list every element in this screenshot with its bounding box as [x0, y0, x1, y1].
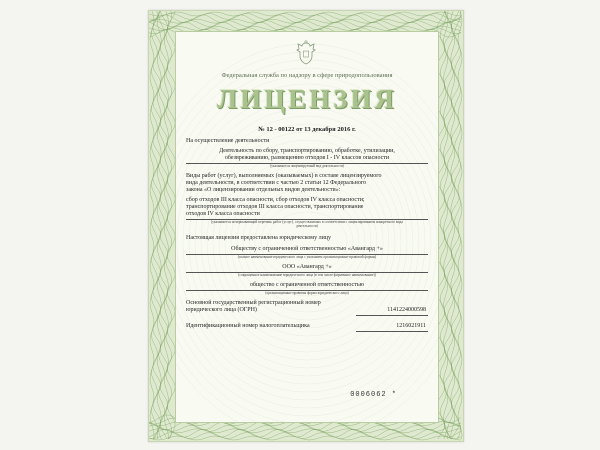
works-caption-line-2: деятельности) — [296, 224, 318, 228]
license-number: № 12 - 00122 от 13 декабря 2016 г. — [258, 126, 356, 133]
works-intro-line-1: Виды работ (услуг), выполняемых (оказываемых) в составе лицензируемого — [186, 173, 382, 179]
ogrn-value: 1141224000598 — [387, 307, 426, 313]
license-sheet — [148, 10, 464, 442]
full-name-caption: (полное наименование юридического лица с указанием организационно-правовой формы) — [237, 255, 377, 259]
ogrn-underline — [356, 315, 428, 316]
ogrn-label-line-1: Основной государственный регистрационный номер — [186, 300, 321, 306]
works-caption-line-1: (указывается исчерпывающий перечень работ (услуг), осуществляемых в соответствии с лицензированием конкретного вида — [211, 220, 403, 224]
inn-underline — [356, 331, 428, 332]
inn-label: Идентификационный номер налогоплательщика — [186, 323, 310, 329]
legal-form-caption: (организационно-правовая форма юридического лица) — [265, 291, 349, 295]
inn-value: 1216021911 — [396, 323, 426, 329]
works-list-line-1: сбор отходов III класса опасности, сбор отходов IV класса опасности; — [186, 197, 365, 203]
short-name-caption: (сокращенное наименование юридического лица (в том числе фирменное наименование)) — [238, 273, 376, 277]
serial-number: 0006062 * — [350, 391, 397, 399]
works-intro-line-3: закона «О лицензировании отдельных видов деятельности»: — [186, 187, 341, 193]
works-intro-line-2: вида деятельности, в соответствии с частью 2 статьи 12 Федерального — [186, 180, 367, 186]
activity-text-line-2: обезвреживанию, размещению отходов I - IV классов опасности — [224, 155, 390, 161]
agency-name: Федеральная служба по надзору в сфере природопользования — [221, 72, 393, 79]
coat-of-arms-icon — [294, 40, 318, 66]
works-list-line-3: отходов IV класса опасности — [186, 211, 260, 217]
ogrn-label-line-2: юридического лица (ОГРН) — [186, 307, 257, 313]
full-name: Обществу с ограниченной ответственностью «Авангард +» — [231, 246, 383, 252]
activity-caption: (указывается лицензируемый вид деятельности) — [270, 164, 344, 168]
document-title: ЛИЦЕНЗИЯ — [217, 84, 397, 114]
works-list-line-2: транспортирование отходов III класса опасности, транспортирование — [186, 204, 364, 210]
short-name: ООО «Авангард +» — [282, 264, 332, 270]
granted-to: Настоящая лицензия предоставлена юридическому лицу — [186, 235, 331, 241]
activity-intro: На осуществление деятельности — [186, 138, 270, 144]
legal-form: общество с ограниченной ответственностью — [249, 282, 365, 288]
activity-text-line-1: Деятельность по сбору, транспортированию, обработке, утилизации, — [219, 148, 395, 154]
license-panel — [175, 31, 439, 423]
